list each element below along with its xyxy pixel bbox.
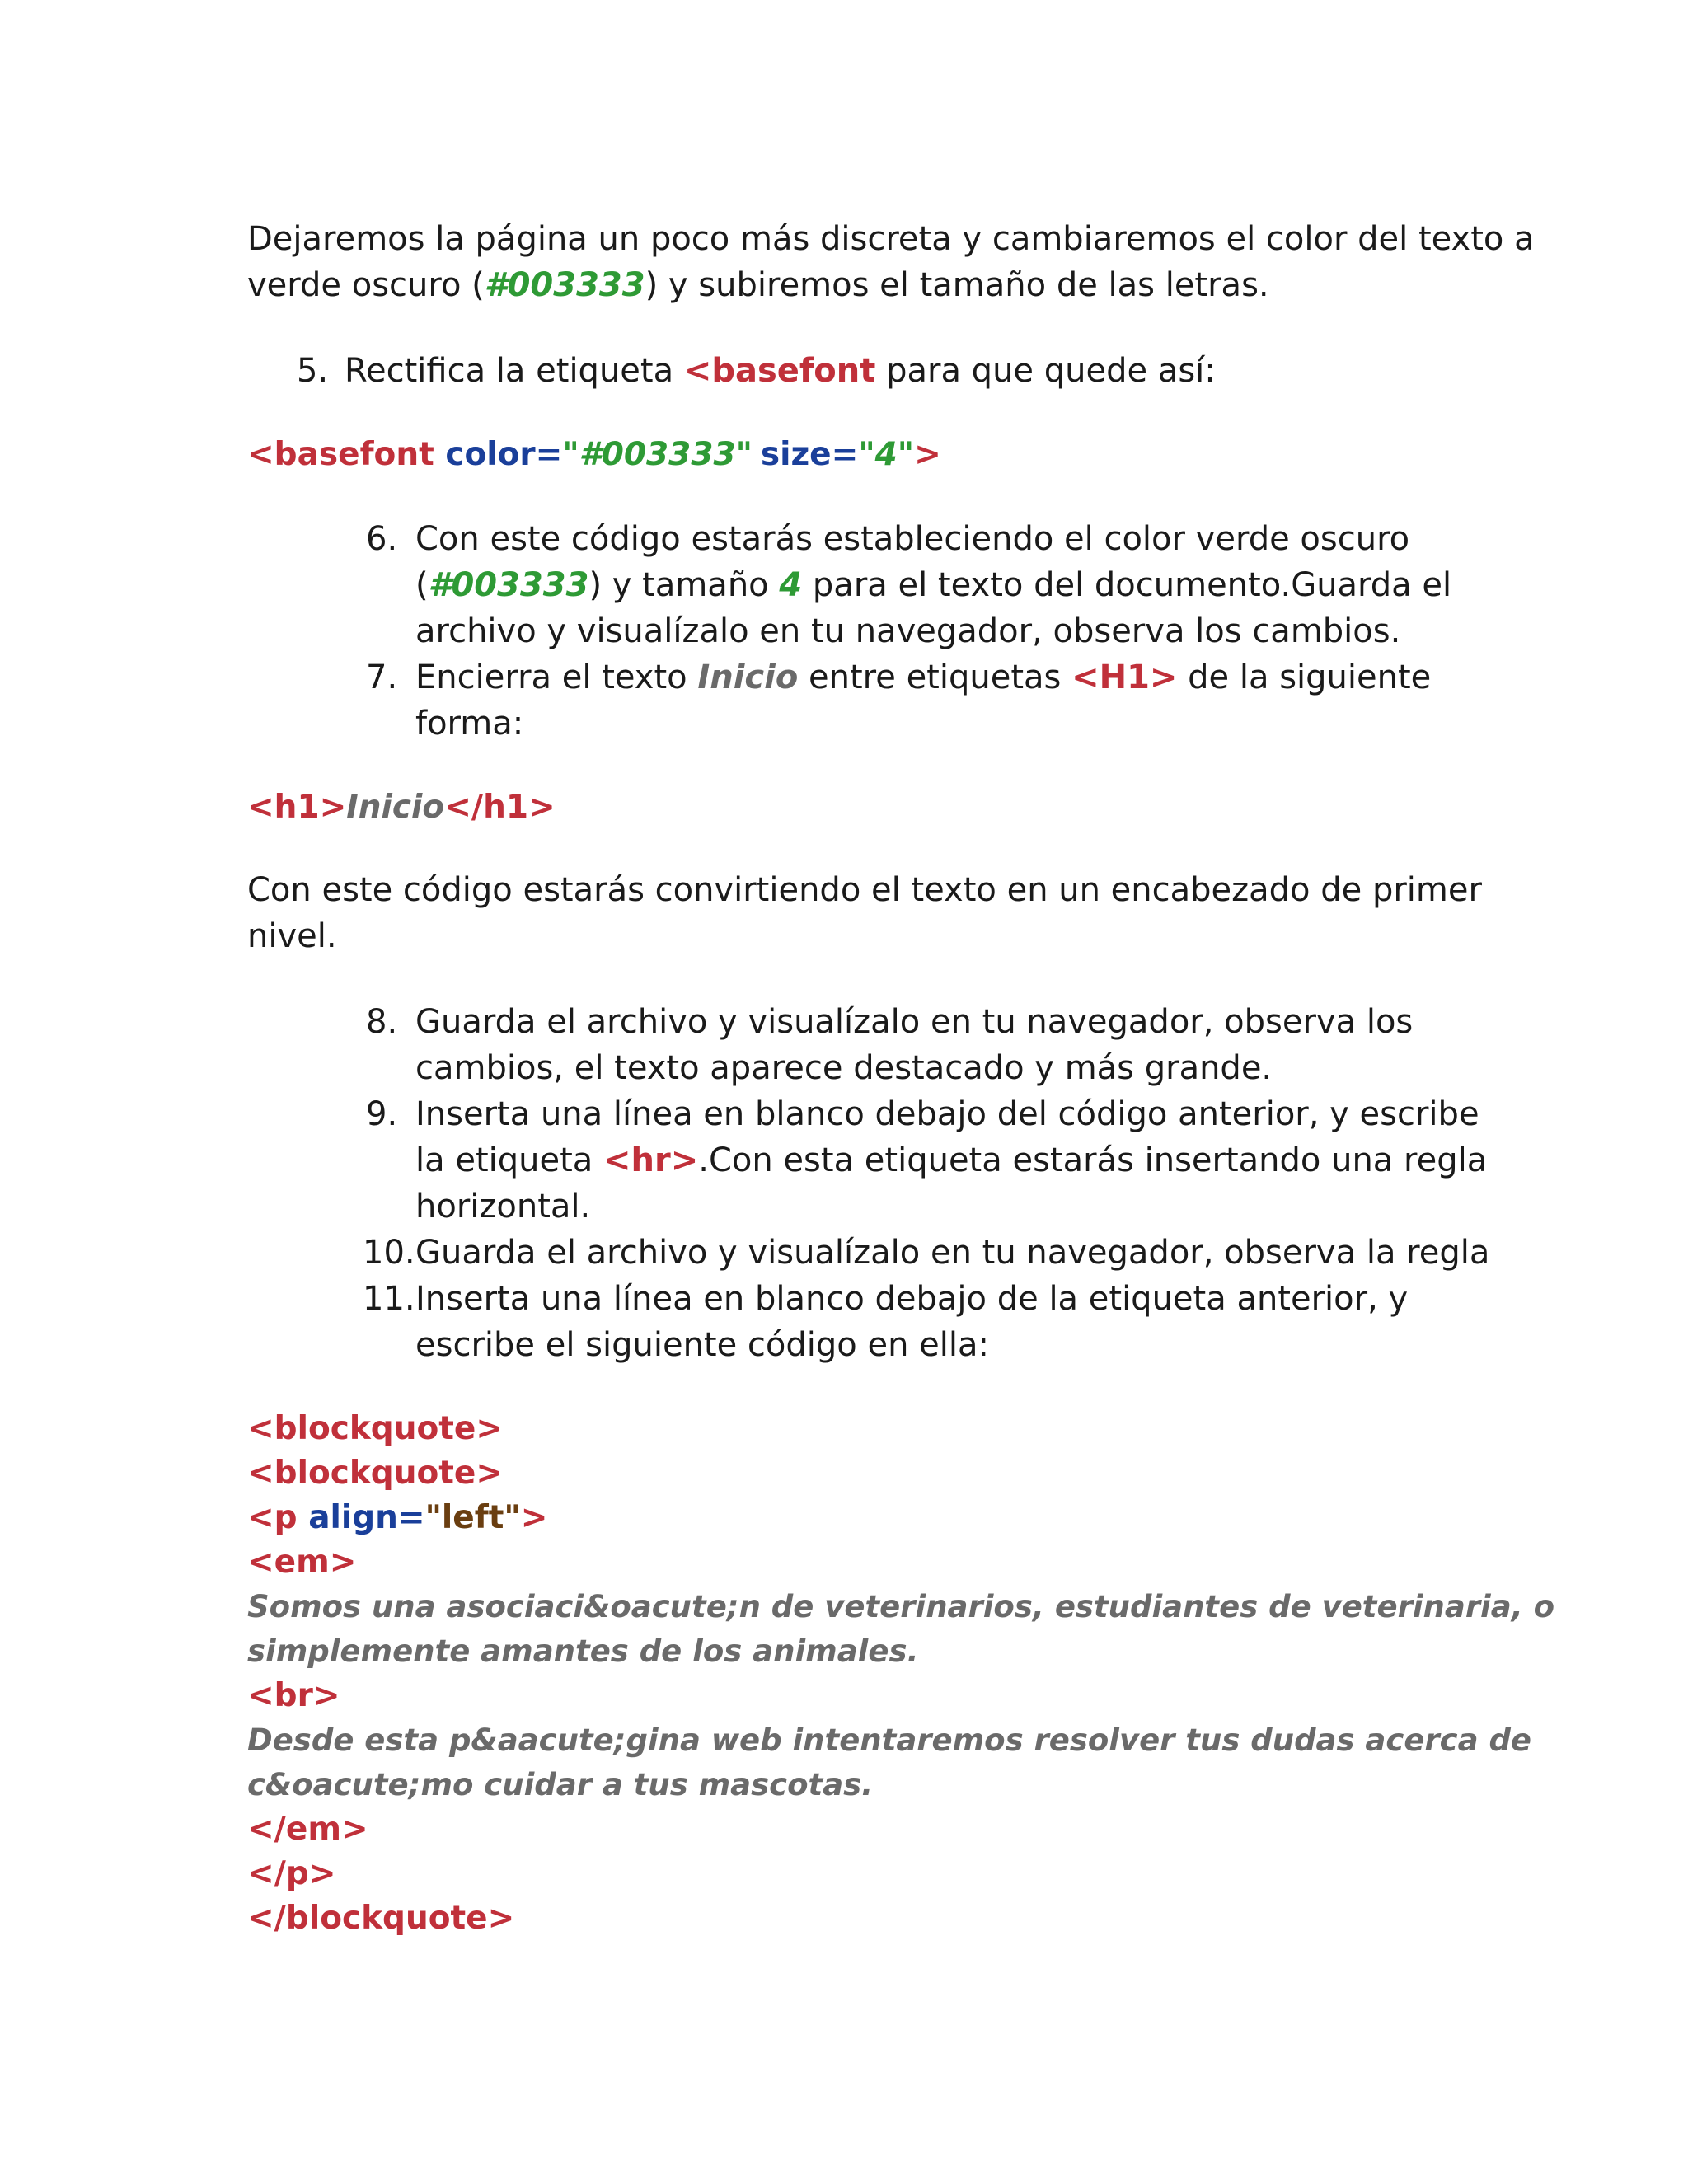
- code-blockquote-open: <blockquote>: [247, 1455, 504, 1492]
- step-5-text: [345, 348, 1216, 394]
- html-attribute: size=: [760, 436, 859, 473]
- step-7-line-1: [415, 654, 1431, 701]
- code-em-open: <em>: [247, 1544, 357, 1581]
- step-number: 5.: [297, 352, 329, 390]
- html-tag: >: [520, 1499, 548, 1536]
- code-blockquote-close: </blockquote>: [247, 1900, 515, 1937]
- step-11-line-2: escribe el siguiente código en ella:: [415, 1326, 989, 1364]
- step-9-line-1: Inserta una línea en blanco debajo del código anterior, y escribe: [415, 1095, 1479, 1133]
- step-9-line-3: horizontal.: [415, 1188, 591, 1226]
- html-tag: <H1>: [1071, 658, 1178, 696]
- step-text: para que quede así:: [875, 352, 1216, 390]
- code-text-line: Somos una asociaci&oacute;n de veterinarios, estudiantes de veterinaria, o: [247, 1589, 1555, 1624]
- paragraph-line-1: Con este código estarás convirtiendo el texto en un encabezado de primer: [247, 871, 1482, 909]
- html-tag: <p: [247, 1499, 309, 1536]
- html-tag: >: [914, 436, 941, 473]
- step-text: Rectifica la etiqueta: [345, 352, 684, 390]
- code-blockquote-open: <blockquote>: [247, 1410, 504, 1447]
- code-em-close: </em>: [247, 1811, 368, 1848]
- step-text: Encierra el texto: [415, 658, 698, 696]
- code-p-close: </p>: [247, 1855, 336, 1892]
- step-8-line-1: Guarda el archivo y visualízalo en tu navegador, observa los: [415, 1003, 1414, 1041]
- code-text-line: c&oacute;mo cuidar a tus mascotas.: [247, 1767, 874, 1802]
- step-6-line-2: [415, 562, 1451, 608]
- size-value: 4: [779, 566, 803, 604]
- html-attribute: align=: [308, 1499, 425, 1536]
- paragraph-line-2: nivel.: [247, 917, 337, 955]
- intro-text: verde oscuro (: [247, 266, 485, 304]
- html-tag: <h1>: [247, 789, 347, 826]
- intro-text: Dejaremos la página un poco más discreta y cambiaremos el color del texto a: [247, 220, 1535, 258]
- step-text: entre etiquetas: [798, 658, 1072, 696]
- step-8-line-2: cambios, el texto aparece destacado y más grande.: [415, 1049, 1273, 1087]
- step-number: 9.: [366, 1095, 398, 1133]
- html-attribute: color=: [445, 436, 563, 473]
- html-tag: </h1>: [444, 789, 556, 826]
- code-basefont: [247, 432, 941, 478]
- step-number: 7.: [366, 658, 398, 696]
- color-code: #003333: [484, 266, 645, 304]
- code-text-line: Desde esta p&aacute;gina web intentaremos resolver tus dudas acerca de: [247, 1722, 1532, 1758]
- sample-word: Inicio: [346, 789, 445, 826]
- code-p-open: [247, 1495, 547, 1541]
- step-7-line-2: forma:: [415, 705, 524, 743]
- color-code: #003333: [428, 566, 589, 604]
- attribute-value: "4": [858, 436, 915, 473]
- step-number: 11.: [363, 1280, 415, 1318]
- step-11-line-1: Inserta una línea en blanco debajo de la etiqueta anterior, y: [415, 1280, 1409, 1318]
- attribute-value: "#003333": [562, 436, 753, 473]
- intro-line-2: [247, 262, 1269, 308]
- step-number: 10.: [363, 1234, 415, 1272]
- step-9-line-2: [415, 1137, 1487, 1183]
- code-br: <br>: [247, 1677, 340, 1714]
- step-number: 8.: [366, 1003, 398, 1041]
- intro-line-1: [247, 216, 1535, 262]
- intro-text: ) y subiremos el tamaño de las letras.: [645, 266, 1269, 304]
- step-text: de la siguiente: [1177, 658, 1432, 696]
- html-tag: <basefont: [247, 436, 446, 473]
- attribute-value: "left": [424, 1499, 521, 1536]
- step-6-line-3: archivo y visualízalo en tu navegador, observa los cambios.: [415, 612, 1401, 650]
- html-tag: <hr>: [603, 1141, 699, 1179]
- step-text: ) y tamaño: [588, 566, 780, 604]
- step-6-line-1: Con este código estarás estableciendo el color verde oscuro: [415, 520, 1410, 558]
- step-text: .Con esta etiqueta estarás insertando una regla: [698, 1141, 1488, 1179]
- code-text-line: simplemente amantes de los animales.: [247, 1633, 919, 1669]
- code-h1: [247, 785, 556, 831]
- step-text: la etiqueta: [415, 1141, 604, 1179]
- step-10-line-1: Guarda el archivo y visualízalo en tu navegador, observa la regla: [415, 1234, 1490, 1272]
- step-text: para el texto del documento.Guarda el: [802, 566, 1452, 604]
- sample-word: Inicio: [697, 658, 799, 696]
- step-number: 6.: [366, 520, 398, 558]
- html-tag: <basefont: [683, 352, 876, 390]
- step-text: (: [415, 566, 429, 604]
